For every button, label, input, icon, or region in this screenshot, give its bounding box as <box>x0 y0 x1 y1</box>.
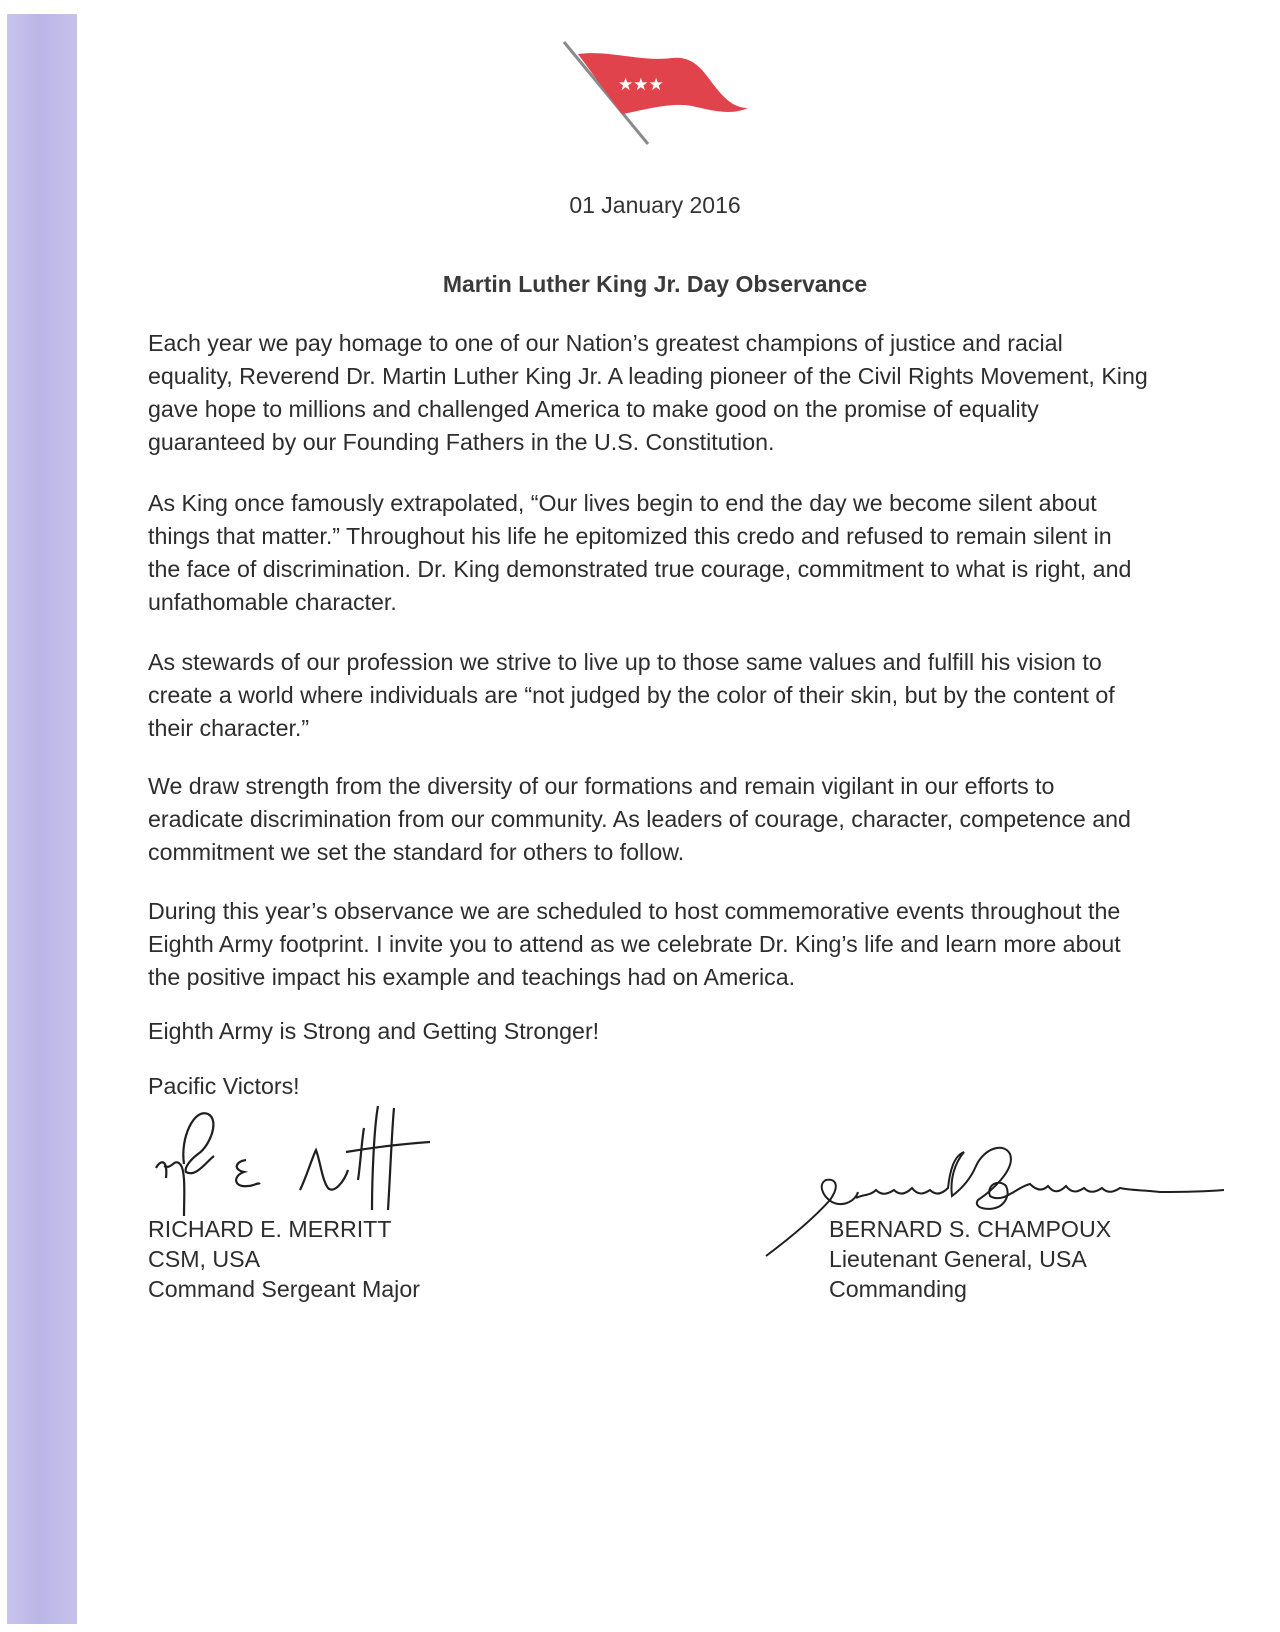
signatory-rank: CSM, USA <box>148 1246 261 1272</box>
signatory-name: RICHARD E. MERRITT <box>148 1216 392 1242</box>
body-paragraph-1: Each year we pay homage to one of our Nation’s greatest champions of justice and racial equality, Reverend Dr. Martin Luther King Jr. A leading pioneer of the Civil Rights Movement, King gave hope to millions and challenged America to make good on the promise of equality guaranteed by our Founding Fathers in the U.S. Constitution. <box>148 330 1148 455</box>
signatory-name: BERNARD S. CHAMPOUX <box>829 1216 1112 1242</box>
signature-block-right <box>829 1214 1111 1304</box>
body-paragraph-3: As stewards of our profession we strive to live up to those same values and fulfill his vision to create a world where individuals are “not judged by the color of their skin, but by the content of their character.” <box>148 649 1115 741</box>
signatory-position: Command Sergeant Major <box>148 1276 420 1302</box>
svg-text:★★★: ★★★ <box>618 75 664 95</box>
signatory-position: Commanding <box>829 1276 967 1302</box>
letter-date: 01 January 2016 <box>569 192 741 218</box>
signatory-rank: Lieutenant General, USA <box>829 1246 1087 1272</box>
body-paragraph-5: During this year’s observance we are scheduled to host commemorative events throughout the Eighth Army footprint. I invite you to attend as we celebrate Dr. King’s life and learn more about the positive impact his example and teachings had on America. <box>148 898 1121 990</box>
closing-line: Eighth Army is Strong and Getting Stronger! <box>148 1018 600 1044</box>
three-star-flag-icon <box>560 38 750 148</box>
left-margin-stripe <box>7 14 77 1624</box>
body-paragraph-2: As King once famously extrapolated, “Our lives begin to end the day we become silent about things that matter.” Throughout his life he epitomized this credo and refused to remain silent in the face of discrimination. Dr. King demonstrated true courage, commitment to what is right, and unfathomable character. <box>148 490 1132 615</box>
letter-title: Martin Luther King Jr. Day Observance <box>442 271 868 297</box>
motto-line: Pacific Victors! <box>148 1073 300 1099</box>
signature-block-left <box>148 1214 420 1304</box>
body-paragraph-4: We draw strength from the diversity of our formations and remain vigilant in our efforts to eradicate discrimination from our community. As leaders of courage, character, competence and commitment we set the standard for others to follow. <box>148 773 1131 865</box>
